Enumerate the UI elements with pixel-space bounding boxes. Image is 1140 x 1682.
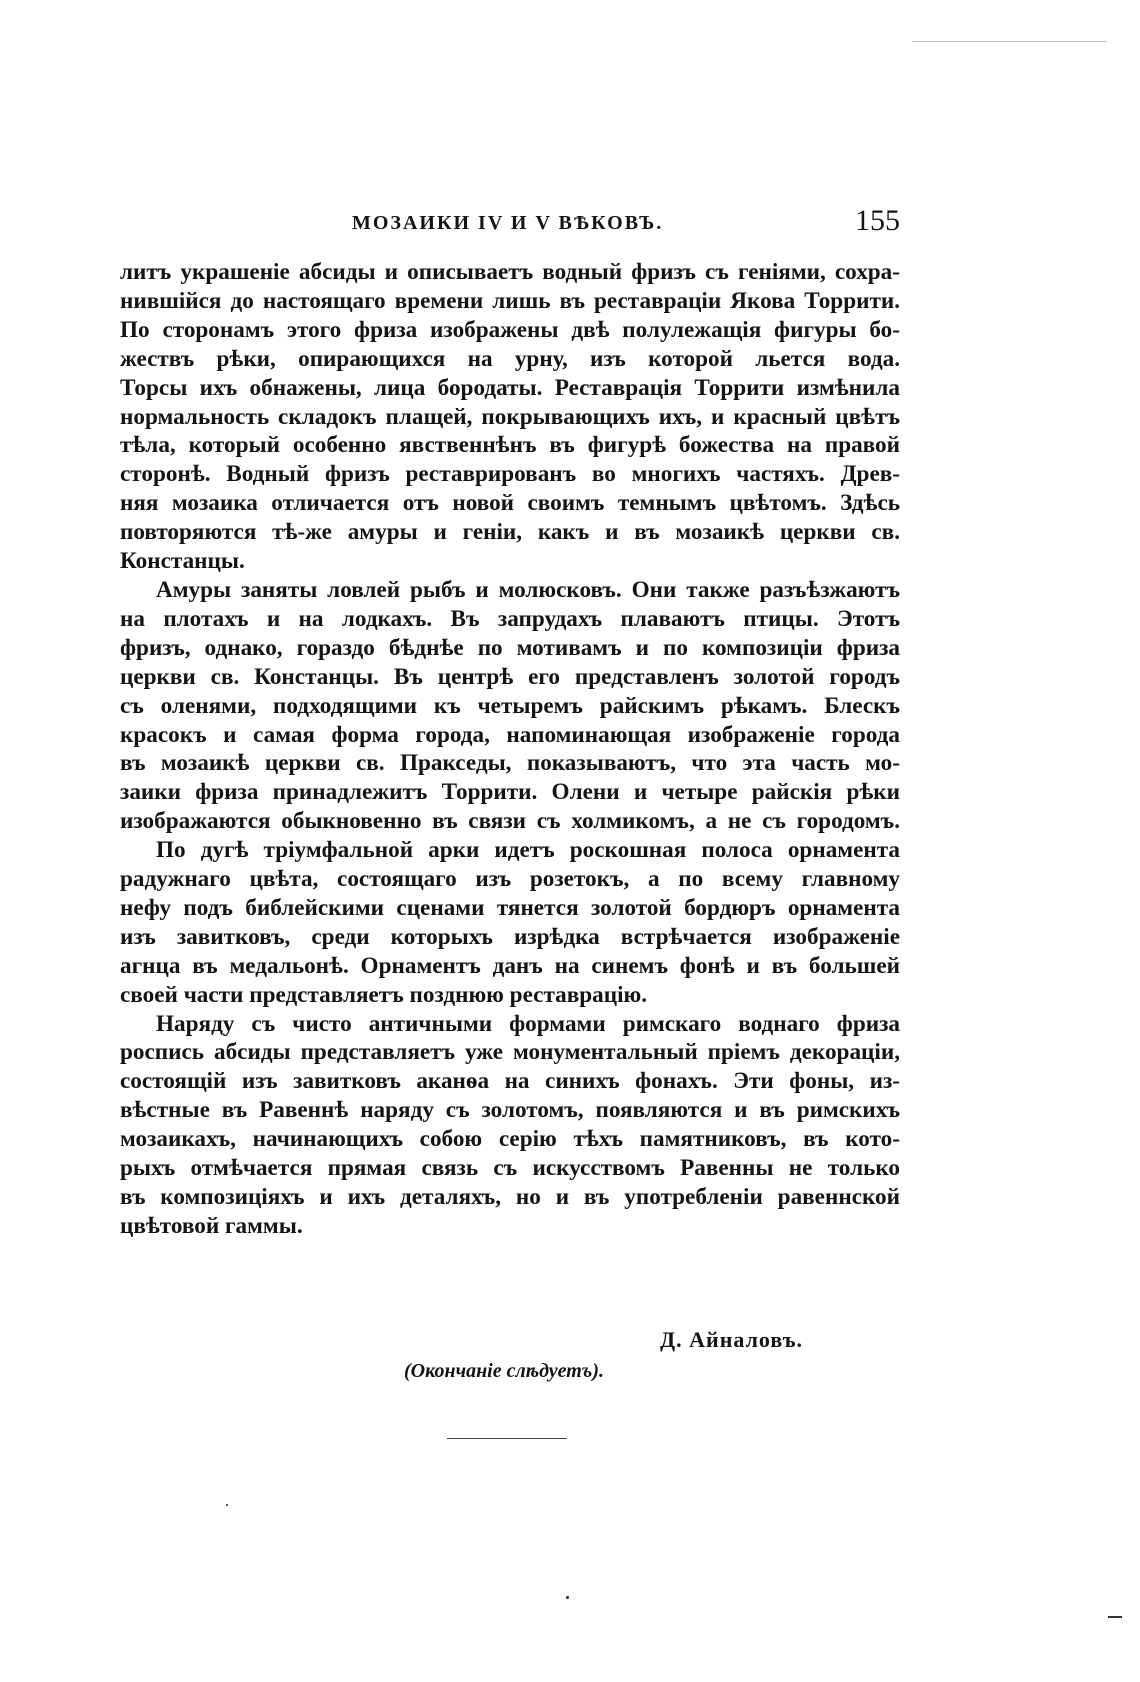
paragraph-2 [120, 576, 900, 836]
scan-speck [566, 1596, 569, 1599]
scan-edge-mark [1108, 1616, 1122, 1618]
page-header [120, 204, 900, 246]
body-text [120, 258, 900, 1241]
text-line: Констанцы. [120, 548, 245, 575]
text-line: вѣстные въ Равеннѣ наряду съ золотомъ, появляются и въ римскихъ [120, 1097, 900, 1124]
text-line: мозаикахъ, начинающихъ собою серію тѣхъ памятниковъ, въ кото- [120, 1126, 900, 1153]
text-line: нефу подъ библейскими сценами тянется золотой бордюръ орнамента [120, 894, 900, 921]
scan-speck [226, 1504, 228, 1506]
text-line: на плотахъ и на лодкахъ. Въ запрудахъ плаваютъ птицы. Этотъ [120, 605, 900, 632]
paragraph-1 [120, 258, 900, 576]
text-line: жествъ рѣки, опирающихся на урну, изъ которой льется вода. [120, 345, 900, 372]
text-line: въ мозаикѣ церкви св. Пракседы, показываютъ, что эта часть мо- [120, 750, 900, 777]
text-line: тѣла, который особенно явственнѣнъ въ фигурѣ божества на правой [120, 432, 900, 459]
text-line: рыхъ отмѣчается прямая связь съ искусствомъ Равенны не только [120, 1155, 900, 1182]
text-line: фризъ, однако, гораздо бѣднѣе по мотивамъ и по композиціи фриза [120, 634, 900, 661]
text-line: изображаются обыкновенно въ связи съ холмикомъ, а не съ городомъ. [120, 808, 900, 835]
text-line: По дугѣ тріумфальной арки идетъ роскошная полоса орнамента [156, 837, 900, 864]
text-line: цвѣтовой гаммы. [120, 1212, 303, 1239]
text-line: агнца въ медальонѣ. Орнаментъ данъ на синемъ фонѣ и въ большей [120, 952, 900, 979]
scan-edge-line [912, 41, 1107, 42]
page-number: 155 [855, 204, 900, 237]
text-line: повторяются тѣ-же амуры и геніи, какъ и въ мозаикѣ церкви св. [120, 519, 900, 546]
text-line: Торсы ихъ обнажены, лица бородаты. Реставрація Торрити измѣнила [120, 374, 900, 401]
text-line: роспись абсиды представляетъ уже монументальный пріемъ декораціи, [120, 1039, 900, 1066]
text-line: заики фриза принадлежитъ Торрити. Олени и четыре райскія рѣки [120, 779, 900, 806]
text-line: красокъ и самая форма города, напоминающая изображеніе города [120, 721, 900, 748]
text-line: нившійся до настоящаго времени лишь въ реставраціи Якова Торрити. [120, 287, 900, 314]
text-line: въ композиціяхъ и ихъ деталяхъ, но и въ употребленіи равеннской [120, 1184, 900, 1210]
text-line: радужнаго цвѣта, состоящаго изъ розетокъ, а по всему главному [120, 866, 900, 893]
text-line: По сторонамъ этого фриза изображены двѣ полулежащія фигуры бо- [120, 316, 900, 343]
paragraph-3 [120, 836, 900, 1009]
author-signature: Д. Айналовъ. [660, 1327, 804, 1352]
text-line: литъ украшеніе абсиды и описываетъ водный фризъ съ геніями, сохра- [120, 259, 900, 285]
continuation-note: (Окончаніе слѣдуетъ). [404, 1360, 604, 1382]
text-line: Наряду съ чисто античными формами римскаго воднаго фриза [156, 1010, 900, 1037]
text-line: изъ завитковъ, среди которыхъ изрѣдка встрѣчается изображеніе [120, 923, 900, 950]
text-line: своей части представляетъ позднюю реставрацію. [120, 981, 648, 1008]
text-line: состоящій изъ завитковъ аканѳа на синихъ фонахъ. Эти фоны, из- [120, 1068, 900, 1095]
paragraph-4 [120, 1010, 900, 1241]
end-divider [447, 1438, 567, 1439]
text-line: нормальность складокъ плащей, покрывающихъ ихъ, и красный цвѣтъ [120, 403, 900, 430]
text-line: церкви св. Констанцы. Въ центрѣ его представленъ золотой городъ [120, 663, 900, 690]
text-line: няя мозаика отличается отъ новой своимъ темнымъ цвѣтомъ. Здѣсь [120, 490, 900, 517]
text-line: Амуры заняты ловлей рыбъ и молюсковъ. Они также разъѣзжаютъ [156, 576, 900, 603]
text-line: сторонѣ. Водный фризъ реставрированъ во многихъ частяхъ. Древ- [120, 461, 900, 488]
running-title: МОЗАИКИ IV И V ВѢКОВЪ. [352, 212, 664, 234]
text-line: съ оленями, подходящими къ четыремъ райскимъ рѣкамъ. Блескъ [120, 692, 900, 719]
